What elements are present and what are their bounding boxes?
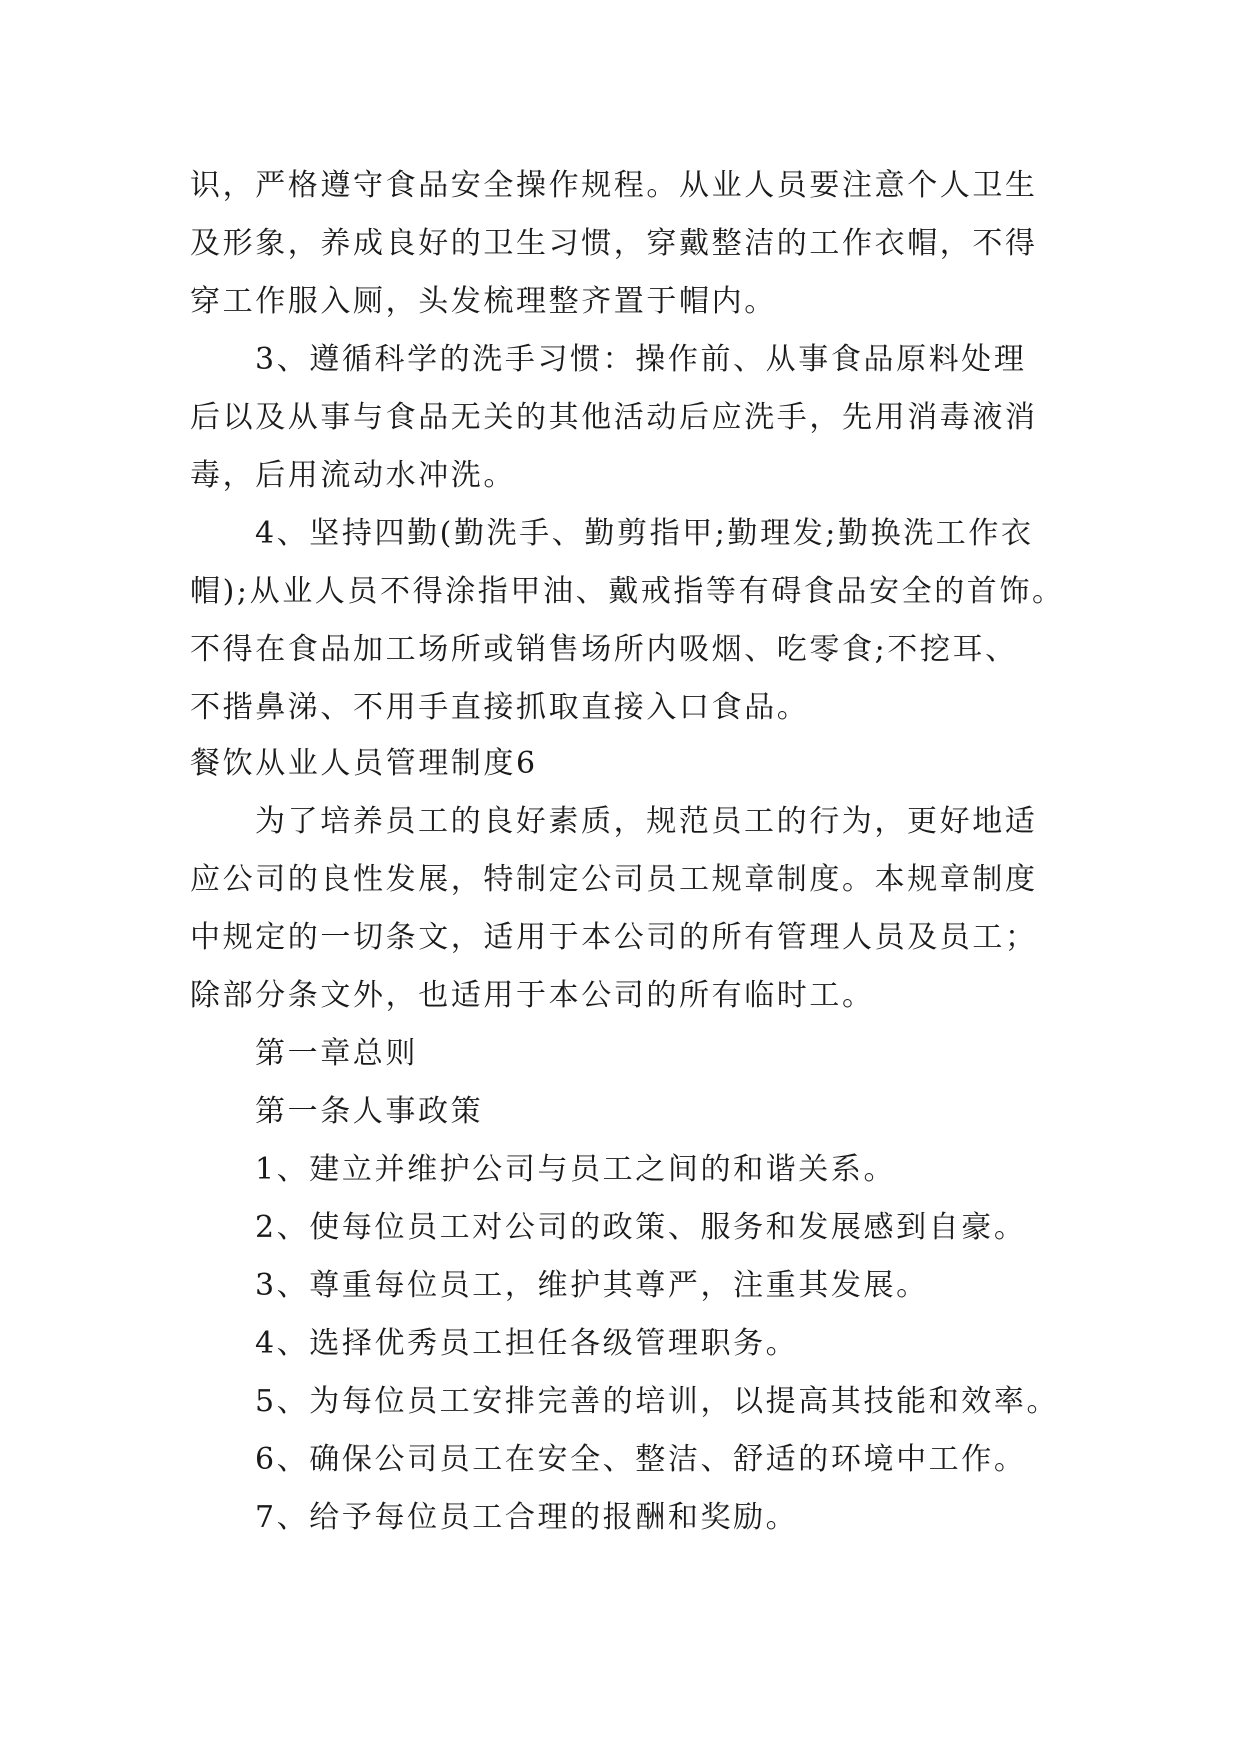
list-item: 5、为每位员工安排完善的培训，以提高其技能和效率。: [255, 1384, 1060, 1419]
section-heading: 餐饮从业人员管理制度6: [190, 746, 538, 781]
list-item: 2、使每位员工对公司的政策、服务和发展感到自豪。: [255, 1210, 1027, 1245]
list-item: 7、给予每位员工合理的报酬和奖励。: [255, 1500, 799, 1535]
article-heading: 第一条人事政策: [255, 1094, 484, 1129]
text-line: 为了培养员工的良好素质，规范员工的行为，更好地适: [255, 804, 1038, 839]
list-item: 4、选择优秀员工担任各级管理职务。: [255, 1326, 799, 1361]
text-line: 不得在食品加工场所或销售场所内吸烟、吃零食;不挖耳、: [190, 632, 1018, 667]
list-item: 1、建立并维护公司与员工之间的和谐关系。: [255, 1152, 897, 1187]
text-line: 除部分条文外，也适用于本公司的所有临时工。: [190, 978, 875, 1013]
text-line: 4、坚持四勤(勤洗手、勤剪指甲;勤理发;勤换洗工作衣: [255, 516, 1034, 551]
list-item: 6、确保公司员工在安全、整洁、舒适的环境中工作。: [255, 1442, 1027, 1477]
text-line: 帽);从业人员不得涂指甲油、戴戒指等有碍食品安全的首饰。: [190, 574, 1065, 609]
text-line: 及形象，养成良好的卫生习惯，穿戴整洁的工作衣帽，不得: [190, 226, 1038, 261]
text-line: 不揩鼻涕、不用手直接抓取直接入口食品。: [190, 690, 810, 725]
text-line: 应公司的良性发展，特制定公司员工规章制度。本规章制度: [190, 862, 1038, 897]
text-line: 3、遵循科学的洗手习惯：操作前、从事食品原料处理: [255, 342, 1027, 377]
list-item: 3、尊重每位员工，维护其尊严，注重其发展。: [255, 1268, 929, 1303]
text-line: 中规定的一切条文，适用于本公司的所有管理人员及员工；: [190, 920, 1038, 955]
text-line: 后以及从事与食品无关的其他活动后应洗手，先用消毒液消: [190, 400, 1038, 435]
text-line: 识，严格遵守食品安全操作规程。从业人员要注意个人卫生: [190, 168, 1038, 203]
text-line: 毒，后用流动水冲洗。: [190, 458, 516, 493]
text-line: 穿工作服入厕，头发梳理整齐置于帽内。: [190, 284, 777, 319]
chapter-heading: 第一章总则: [255, 1036, 418, 1071]
